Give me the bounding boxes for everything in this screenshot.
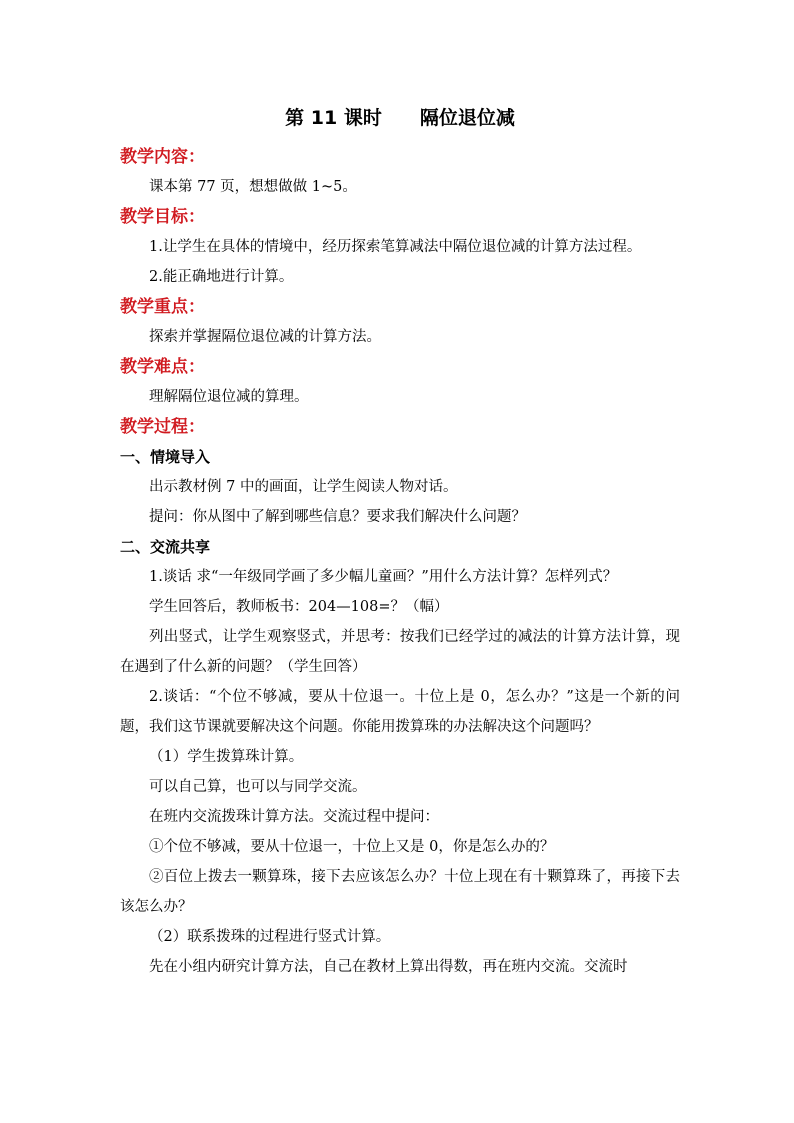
paragraph: 在班内交流拨珠计算方法。交流过程中提问： <box>149 809 439 825</box>
goal-item-2: 2.能正确地进行计算。 <box>149 269 294 285</box>
process-part-1-title: 一、情境导入 <box>120 448 211 466</box>
key-points-text: 探索并掌握隔位退位减的计算方法。 <box>149 329 381 345</box>
heading-difficulties: 教学难点： <box>120 357 205 377</box>
lesson-number: 第 11 课时 <box>285 107 382 129</box>
paragraph: 1.谈话 求“一年级同学画了多少幅儿童画？”用什么方法计算？怎样列式？ <box>149 569 618 585</box>
paragraph: 列出竖式，让学生观察竖式，并思考：按我们已经学过的减法的计算方法计算，现在遇到了什么新的问题？（学生回答） <box>120 629 680 675</box>
paragraph: 出示教材例 7 中的画面，让学生阅读人物对话。 <box>149 479 458 495</box>
paragraph: 2.谈话：“个位不够减，要从十位退一。十位上是 0，怎么办？”这是一个新的问题，我们这节课就要解决这个问题。你能用拨算珠的办法解决这个问题吗？ <box>120 689 680 735</box>
goal-item-1: 1.让学生在具体的情境中，经历探索笔算减法中隔位退位减的计算方法过程。 <box>149 239 642 255</box>
teaching-content-text: 课本第 77 页，想想做做 1~5。 <box>149 179 357 195</box>
paragraph: （1）学生拨算珠计算。 <box>149 749 304 765</box>
paragraph: （2）联系拨珠的过程进行竖式计算。 <box>149 929 391 945</box>
paragraph: 提问：你从图中了解到哪些信息？要求我们解决什么问题？ <box>149 509 526 525</box>
heading-teaching-process: 教学过程： <box>120 417 205 437</box>
heading-key-points: 教学重点： <box>120 297 205 317</box>
paragraph: 先在小组内研究计算方法，自己在教材上算出得数，再在班内交流。交流时 <box>149 959 628 975</box>
paragraph: 可以自己算，也可以与同学交流。 <box>149 779 367 795</box>
process-part-2-title: 二、交流共享 <box>120 538 211 556</box>
document-page <box>120 100 680 982</box>
heading-teaching-content: 教学内容： <box>120 147 205 167</box>
paragraph: ②百位上拨去一颗算珠，接下去应该怎么办？十位上现在有十颗算珠了，再接下去该怎么办？ <box>120 869 680 915</box>
paragraph: ①个位不够减，要从十位退一，十位上又是 0，你是怎么办的？ <box>149 839 555 855</box>
heading-teaching-goals: 教学目标： <box>120 207 205 227</box>
paragraph: 学生回答后，教师板书：204—108=？（幅） <box>149 599 449 615</box>
difficulties-text: 理解隔位退位减的算理。 <box>149 389 309 405</box>
lesson-title <box>120 100 680 136</box>
lesson-topic: 隔位退位减 <box>419 107 515 129</box>
